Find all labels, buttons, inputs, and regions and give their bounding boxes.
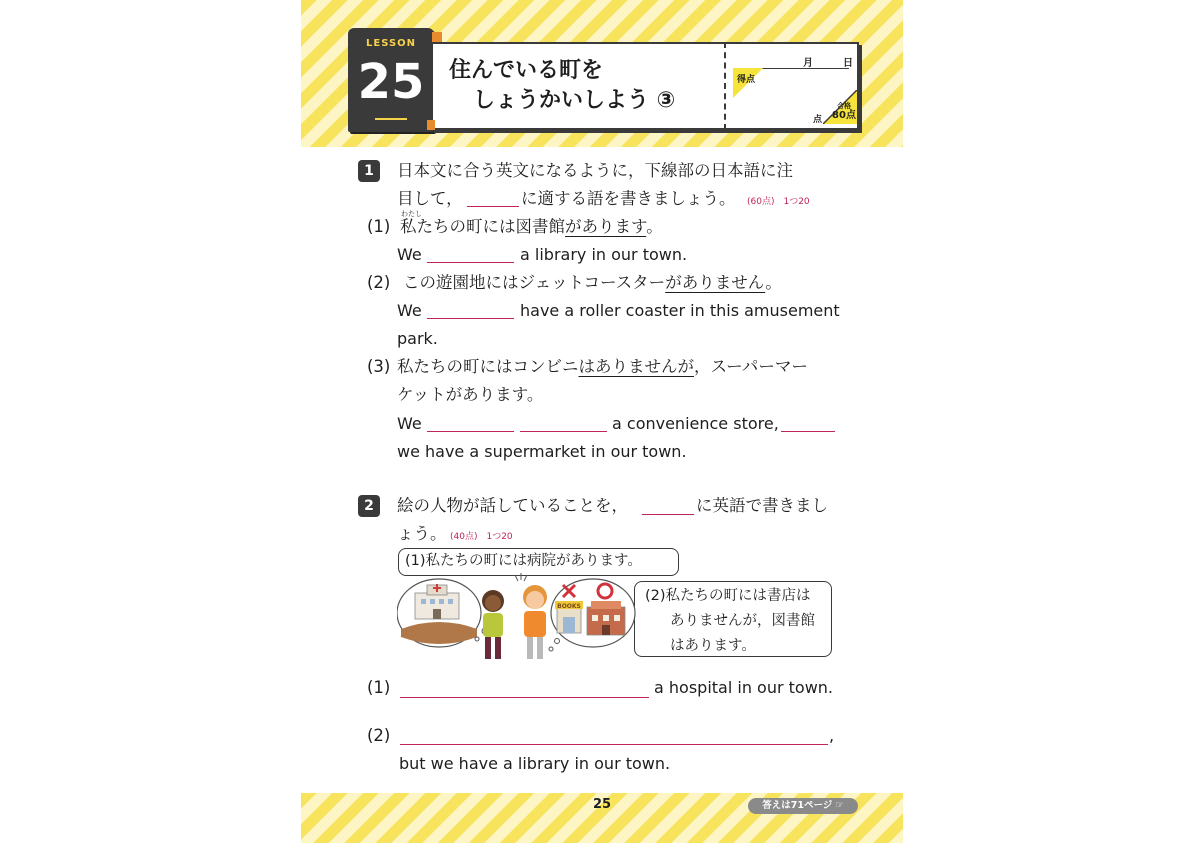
day-label: 日 — [843, 58, 853, 69]
q2-instruction-line-1b: に英語で書きまし — [696, 496, 828, 515]
q1-3-number: (3) — [367, 357, 391, 376]
q1-3-answer-blank-2[interactable] — [520, 431, 607, 432]
q1-3-jp-a: 私たちの町にはコンビニ — [397, 357, 579, 376]
answer-page-link[interactable] — [748, 798, 858, 814]
q1-1-jp-a: 私たちの町には図書館 — [400, 217, 565, 236]
q2-example-blank — [642, 514, 694, 515]
score-label: 得点 — [737, 75, 756, 85]
q1-1-en-b: a library in our town. — [520, 245, 688, 264]
q1-2-jp-b: 。 — [765, 273, 782, 292]
answer-page-text: 答えは71ページ — [762, 800, 833, 811]
bubble-2-line-3: はあります。 — [670, 638, 756, 654]
question-1-badge: 1 — [358, 160, 380, 182]
score-area — [729, 44, 857, 128]
q1-3-en-c: we have a supermarket in our town. — [397, 442, 687, 461]
pass-label: 合格 — [837, 102, 851, 110]
q1-1-answer-blank[interactable] — [427, 262, 514, 263]
score-divider — [724, 42, 726, 130]
q1-3-japanese — [397, 356, 808, 378]
q2-2-answer-blank[interactable] — [400, 744, 828, 745]
q1-instruction-line-1: 日本文に合う英文になるように，下線部の日本語に注 — [397, 161, 793, 180]
q2-1-en-b: a hospital in our town. — [654, 678, 834, 697]
q1-1-number: (1) — [367, 217, 391, 236]
q1-1-en-a: We — [397, 245, 422, 264]
lesson-label: LESSON — [365, 38, 417, 49]
q1-3-en-a: We — [397, 414, 422, 433]
q2-1-answer-blank[interactable] — [400, 697, 649, 698]
q2-points: (40点) 1つ20 — [450, 532, 513, 542]
question-2-badge: 2 — [358, 495, 380, 517]
q1-2-en-a: We — [397, 301, 422, 320]
q2-2-en-c: but we have a library in our town. — [399, 754, 671, 773]
title-fold-decoration — [427, 120, 435, 130]
bookstore-icon — [555, 601, 583, 633]
bubble-2-line-2: ありませんが，図書館 — [670, 613, 815, 629]
q1-3-en-b: a convenience store, — [612, 414, 779, 433]
q1-2-japanese — [403, 272, 782, 294]
lesson-number: 25 — [357, 54, 425, 110]
title-line-2: しょうかいしよう ③ — [473, 88, 676, 113]
boy-character — [482, 590, 504, 659]
lesson-title — [449, 56, 719, 116]
q2-1-number: (1) — [367, 678, 391, 697]
q1-1-jp-b: 。 — [646, 217, 663, 236]
q2-2-en-b: , — [829, 726, 835, 745]
pass-mark — [831, 102, 857, 120]
q2-2-number: (2) — [367, 726, 391, 745]
q1-1-japanese — [400, 216, 663, 238]
bubble-2-line-1: (2)私たちの町には書店は — [645, 588, 811, 604]
title-box — [431, 42, 859, 130]
q1-3-jp-c: ケットがあります。 — [397, 385, 544, 404]
q1-2-number: (2) — [367, 273, 391, 292]
q1-3-jp-b: ，スーパーマー — [694, 357, 808, 376]
town-illustration — [397, 571, 637, 663]
q1-2-en-c: park. — [397, 329, 438, 348]
date-field[interactable] — [737, 52, 853, 69]
q1-points: (60点) 1つ20 — [747, 197, 810, 207]
girl-character — [523, 585, 547, 659]
title-line-1: 住んでいる町を — [449, 58, 604, 83]
q1-instruction-line-2a: 目して， — [397, 189, 463, 208]
q1-2-jp-a: この遊園地にはジェットコースター — [403, 273, 666, 292]
pass-score: 80点 — [832, 110, 856, 121]
lesson-underline — [375, 118, 407, 120]
lesson-badge — [348, 28, 434, 132]
points-suffix: 点 — [813, 115, 823, 125]
q1-3-answer-blank-1[interactable] — [427, 431, 514, 432]
q1-3-answer-blank-3[interactable] — [781, 431, 835, 432]
q1-1-jp-underlined: があります — [565, 217, 647, 236]
bubble-1-text: (1)私たちの町には病院があります。 — [405, 553, 642, 569]
month-label: 月 — [803, 58, 813, 69]
q1-2-jp-underlined: がありません — [665, 273, 766, 292]
page-number: 25 — [592, 797, 612, 812]
q1-1-ruby: わたし — [401, 210, 422, 218]
pointing-hand-icon: ☞ — [835, 800, 844, 811]
q1-2-en-b: have a roller coaster in this amusement — [520, 301, 840, 320]
speech-bubble-2 — [634, 581, 832, 657]
books-sign: BOOKS — [557, 603, 581, 610]
q1-3-jp-underlined: はありませんが — [578, 357, 694, 376]
q1-2-answer-blank[interactable] — [427, 318, 514, 319]
library-icon — [587, 601, 625, 635]
q2-instruction-line-1a: 絵の人物が話していることを， — [397, 496, 628, 515]
q1-example-blank — [467, 206, 519, 207]
q2-instruction-line-2a: ょう。 — [397, 524, 447, 543]
q1-instruction-line-2b: に適する語を書きましょう。 — [521, 189, 736, 208]
worksheet-page — [301, 0, 903, 843]
